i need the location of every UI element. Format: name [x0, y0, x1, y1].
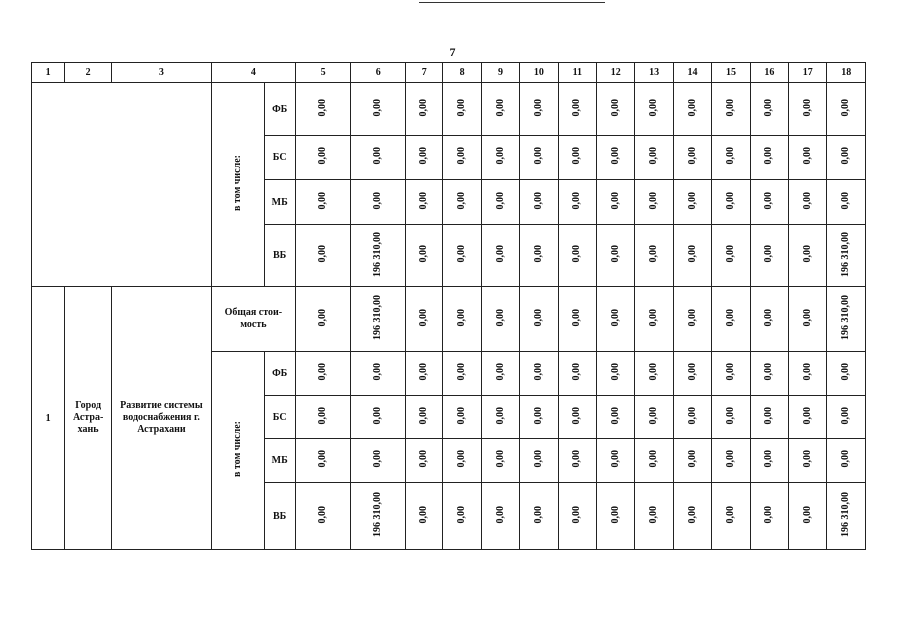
header-cell: 3: [111, 63, 211, 83]
funding-type: ВБ: [264, 483, 295, 550]
header-cell: 15: [712, 63, 750, 83]
value-cell: [789, 225, 827, 287]
header-cell: 16: [750, 63, 788, 83]
value-text: 0,00: [418, 363, 430, 381]
value-text: 0,00: [494, 406, 506, 425]
value-cell: [481, 180, 519, 225]
value-text: 0,00: [532, 450, 544, 468]
value-cell: [520, 439, 558, 483]
value-text: 0,00: [648, 308, 660, 327]
value-text: 0,00: [648, 450, 660, 468]
value-text: 0,00: [801, 450, 813, 468]
value-cell: [789, 287, 827, 352]
value-cell: [750, 483, 788, 550]
value-cell: [597, 483, 635, 550]
value-text: 0,00: [648, 406, 660, 425]
value-cell: [406, 352, 443, 396]
value-text: 0,00: [418, 191, 430, 210]
value-text: 0,00: [763, 147, 775, 165]
value-text: 0,00: [801, 505, 813, 524]
value-text: 0,00: [532, 406, 544, 425]
value-cell: [673, 483, 711, 550]
value-text: 0,00: [763, 98, 775, 117]
value-text: 196 310,00: [840, 492, 852, 537]
value-text: 0,00: [456, 191, 468, 210]
value-text: 0,00: [801, 363, 813, 381]
header-cell: 11: [558, 63, 596, 83]
value-cell: [295, 287, 351, 352]
value-cell: [481, 136, 519, 180]
value-text: 0,00: [609, 98, 621, 117]
value-text: 0,00: [801, 406, 813, 425]
page-number: 7: [449, 45, 456, 59]
value-text: 0,00: [456, 450, 468, 468]
value-text: 0,00: [372, 450, 384, 468]
row-number: 1: [32, 287, 65, 550]
value-cell: [750, 180, 788, 225]
value-text: 0,00: [571, 191, 583, 210]
value-text: 0,00: [724, 147, 736, 165]
value-text: 0,00: [494, 98, 506, 117]
value-text: 0,00: [418, 147, 430, 165]
value-text: 0,00: [724, 450, 736, 468]
value-text: 0,00: [532, 308, 544, 327]
value-cell: [520, 180, 558, 225]
value-text: 0,00: [571, 98, 583, 117]
value-cell: [712, 352, 750, 396]
value-text: 0,00: [532, 245, 544, 263]
value-cell: [351, 180, 406, 225]
value-cell: [750, 287, 788, 352]
value-cell: [351, 352, 406, 396]
value-text: 0,00: [840, 406, 852, 425]
city-cell: Город Астра-хань: [65, 287, 112, 550]
in-total-cell: [211, 352, 264, 550]
value-text: 0,00: [571, 363, 583, 381]
value-text: 0,00: [648, 505, 660, 524]
value-text: 0,00: [686, 450, 698, 468]
value-text: 0,00: [609, 147, 621, 165]
value-cell: [789, 83, 827, 136]
value-text: 0,00: [801, 98, 813, 117]
value-cell: [789, 439, 827, 483]
header-cell: 18: [827, 63, 866, 83]
header-cell: 12: [597, 63, 635, 83]
funding-type: ВБ: [264, 225, 295, 287]
header-cell: 7: [406, 63, 443, 83]
value-text: 0,00: [724, 505, 736, 524]
value-cell: [712, 83, 750, 136]
value-cell: [673, 287, 711, 352]
value-cell: [750, 396, 788, 439]
value-cell: [789, 352, 827, 396]
value-text: 0,00: [456, 245, 468, 263]
value-cell: [443, 136, 481, 180]
value-text: 0,00: [840, 450, 852, 468]
value-cell: [635, 287, 673, 352]
value-text: 0,00: [317, 98, 329, 117]
header-cell: 13: [635, 63, 673, 83]
value-cell: [558, 225, 596, 287]
value-text: 0,00: [686, 308, 698, 327]
value-cell: [520, 352, 558, 396]
value-cell: [295, 225, 351, 287]
value-text: 0,00: [456, 98, 468, 117]
value-text: 0,00: [609, 191, 621, 210]
value-text: 0,00: [317, 505, 329, 524]
value-text: 0,00: [609, 308, 621, 327]
value-cell: [520, 136, 558, 180]
value-cell: [635, 396, 673, 439]
value-cell: [712, 136, 750, 180]
top-rule: [419, 2, 605, 3]
value-text: 0,00: [609, 505, 621, 524]
header-cell: 10: [520, 63, 558, 83]
value-text: 0,00: [532, 363, 544, 381]
value-text: 0,00: [763, 245, 775, 263]
value-cell: [673, 352, 711, 396]
value-cell: [635, 225, 673, 287]
value-cell: [351, 483, 406, 550]
value-text: 0,00: [372, 363, 384, 381]
value-text: 0,00: [763, 406, 775, 425]
value-text: 0,00: [418, 98, 430, 117]
table-row-total: [32, 287, 866, 352]
value-cell: [443, 352, 481, 396]
header-cell: 9: [481, 63, 519, 83]
value-text: 0,00: [648, 191, 660, 210]
value-text: 0,00: [648, 363, 660, 381]
value-text: 0,00: [609, 450, 621, 468]
value-text: 0,00: [724, 406, 736, 425]
value-text: 0,00: [724, 245, 736, 263]
value-cell: [520, 287, 558, 352]
value-text: 0,00: [532, 147, 544, 165]
value-text: 0,00: [317, 147, 329, 165]
value-cell: [481, 483, 519, 550]
value-cell: [406, 180, 443, 225]
in-total-label: в том числе:: [232, 420, 244, 478]
value-cell: [558, 136, 596, 180]
value-text: 0,00: [456, 363, 468, 381]
value-text: 0,00: [317, 363, 329, 381]
value-cell: [351, 396, 406, 439]
value-text: 0,00: [317, 191, 329, 210]
funding-type: МБ: [264, 439, 295, 483]
value-cell: [597, 136, 635, 180]
value-text: 0,00: [494, 363, 506, 381]
value-cell: [406, 83, 443, 136]
value-text: 0,00: [763, 308, 775, 327]
value-cell: [597, 180, 635, 225]
table-row: [32, 83, 866, 136]
value-cell: [635, 352, 673, 396]
value-cell: [443, 439, 481, 483]
value-cell: [295, 136, 351, 180]
value-text: 0,00: [686, 406, 698, 425]
value-cell: [558, 287, 596, 352]
value-cell: [597, 439, 635, 483]
value-text: 196 310,00: [372, 492, 384, 537]
value-cell: [750, 83, 788, 136]
value-text: 0,00: [686, 505, 698, 524]
value-text: 196 310,00: [840, 295, 852, 340]
value-text: 0,00: [686, 245, 698, 263]
value-text: 0,00: [372, 98, 384, 117]
funding-type: ФБ: [264, 352, 295, 396]
value-cell: [406, 136, 443, 180]
value-text: 0,00: [317, 308, 329, 327]
value-cell: [443, 180, 481, 225]
value-text: 0,00: [456, 505, 468, 524]
value-text: 0,00: [686, 363, 698, 381]
value-cell: [558, 352, 596, 396]
value-text: 0,00: [609, 245, 621, 263]
value-cell: [443, 287, 481, 352]
value-cell: [520, 483, 558, 550]
value-cell: [750, 225, 788, 287]
value-cell: [406, 225, 443, 287]
value-cell: [750, 439, 788, 483]
value-text: 0,00: [418, 245, 430, 263]
value-text: 196 310,00: [372, 295, 384, 340]
value-cell: [789, 396, 827, 439]
value-text: 0,00: [372, 147, 384, 165]
value-cell: [827, 136, 866, 180]
value-text: 0,00: [801, 147, 813, 165]
value-cell: [673, 180, 711, 225]
value-text: 0,00: [686, 147, 698, 165]
in-total-cell: [211, 83, 264, 287]
value-cell: [712, 287, 750, 352]
value-text: 0,00: [801, 245, 813, 263]
value-cell: [635, 180, 673, 225]
funding-type: МБ: [264, 180, 295, 225]
value-cell: [481, 83, 519, 136]
value-text: 0,00: [648, 147, 660, 165]
value-text: 0,00: [317, 450, 329, 468]
value-cell: [295, 396, 351, 439]
value-cell: [673, 83, 711, 136]
value-cell: [750, 136, 788, 180]
value-cell: [712, 396, 750, 439]
value-text: 0,00: [763, 363, 775, 381]
value-text: 0,00: [609, 406, 621, 425]
value-cell: [481, 396, 519, 439]
value-text: 0,00: [494, 308, 506, 327]
value-cell: [597, 287, 635, 352]
value-cell: [597, 225, 635, 287]
value-text: 0,00: [532, 98, 544, 117]
project-block: [32, 287, 866, 550]
value-text: 0,00: [571, 147, 583, 165]
header-cell: 4: [211, 63, 295, 83]
value-text: 0,00: [648, 245, 660, 263]
value-cell: [406, 483, 443, 550]
value-text: 0,00: [494, 505, 506, 524]
project-name: Развитие системы водоснабжения г. Астрахани: [111, 287, 211, 550]
value-text: 0,00: [840, 98, 852, 117]
value-cell: [443, 225, 481, 287]
value-cell: [750, 352, 788, 396]
value-cell: [558, 83, 596, 136]
value-text: 0,00: [763, 191, 775, 210]
empty-merged-cell: [32, 83, 212, 287]
value-cell: [827, 83, 866, 136]
value-cell: [635, 439, 673, 483]
value-cell: [481, 352, 519, 396]
value-text: 0,00: [763, 505, 775, 524]
value-cell: [712, 439, 750, 483]
value-cell: [635, 136, 673, 180]
value-cell: [597, 352, 635, 396]
value-cell: [558, 439, 596, 483]
value-text: 0,00: [372, 406, 384, 425]
value-cell: [827, 439, 866, 483]
value-text: 0,00: [317, 245, 329, 263]
value-cell: [558, 180, 596, 225]
header-cell: 6: [351, 63, 406, 83]
header-cell: 1: [32, 63, 65, 83]
value-cell: [673, 136, 711, 180]
value-cell: [558, 483, 596, 550]
value-cell: [789, 483, 827, 550]
value-text: 0,00: [571, 245, 583, 263]
value-text: 0,00: [648, 98, 660, 117]
value-cell: [827, 483, 866, 550]
value-cell: [351, 287, 406, 352]
total-cost-label: Общая стои-мость: [211, 287, 295, 352]
value-cell: [351, 83, 406, 136]
value-cell: [443, 83, 481, 136]
value-cell: [406, 287, 443, 352]
header-cell: 2: [65, 63, 112, 83]
header-cell: 14: [673, 63, 711, 83]
value-text: 0,00: [494, 191, 506, 210]
value-text: 0,00: [571, 308, 583, 327]
value-text: 0,00: [456, 308, 468, 327]
value-text: 0,00: [494, 245, 506, 263]
value-cell: [481, 225, 519, 287]
header-cell: 17: [789, 63, 827, 83]
header-row: [32, 63, 866, 83]
value-text: 0,00: [840, 363, 852, 381]
value-cell: [673, 439, 711, 483]
value-cell: [673, 225, 711, 287]
value-cell: [712, 483, 750, 550]
value-cell: [827, 180, 866, 225]
value-cell: [443, 483, 481, 550]
value-text: 0,00: [686, 191, 698, 210]
value-text: 0,00: [801, 191, 813, 210]
value-cell: [295, 352, 351, 396]
funding-type: ФБ: [264, 83, 295, 136]
value-text: 0,00: [571, 406, 583, 425]
value-text: 0,00: [609, 363, 621, 381]
value-cell: [673, 396, 711, 439]
value-text: 0,00: [456, 406, 468, 425]
value-text: 0,00: [418, 406, 430, 425]
value-text: 0,00: [724, 98, 736, 117]
value-cell: [295, 439, 351, 483]
value-cell: [295, 83, 351, 136]
value-text: 0,00: [724, 308, 736, 327]
value-cell: [520, 83, 558, 136]
value-text: 0,00: [763, 450, 775, 468]
value-cell: [520, 396, 558, 439]
value-text: 0,00: [418, 308, 430, 327]
value-cell: [827, 352, 866, 396]
value-text: 0,00: [686, 98, 698, 117]
value-cell: [789, 180, 827, 225]
value-cell: [789, 136, 827, 180]
value-cell: [520, 225, 558, 287]
value-cell: [406, 439, 443, 483]
value-text: 0,00: [571, 505, 583, 524]
value-text: 0,00: [372, 191, 384, 210]
value-cell: [295, 180, 351, 225]
header-cell: 8: [443, 63, 481, 83]
value-cell: [443, 396, 481, 439]
value-cell: [558, 396, 596, 439]
value-text: 196 310,00: [372, 231, 384, 277]
top-block: [32, 83, 866, 287]
value-text: 0,00: [532, 505, 544, 524]
value-text: 0,00: [532, 191, 544, 210]
value-cell: [481, 287, 519, 352]
value-cell: [295, 483, 351, 550]
value-cell: [597, 396, 635, 439]
value-text: 0,00: [801, 308, 813, 327]
funding-type: БС: [264, 396, 295, 439]
value-cell: [827, 287, 866, 352]
value-text: 196 310,00: [840, 231, 852, 277]
funding-type: БС: [264, 136, 295, 180]
value-cell: [635, 483, 673, 550]
value-cell: [827, 225, 866, 287]
budget-table: [31, 62, 866, 550]
value-text: 0,00: [456, 147, 468, 165]
value-cell: [827, 396, 866, 439]
value-text: 0,00: [418, 505, 430, 524]
header-cell: 5: [295, 63, 351, 83]
value-cell: [351, 225, 406, 287]
value-cell: [597, 83, 635, 136]
value-text: 0,00: [418, 450, 430, 468]
value-text: 0,00: [317, 406, 329, 425]
value-cell: [712, 180, 750, 225]
value-text: 0,00: [571, 450, 583, 468]
in-total-label: в том числе:: [232, 154, 244, 212]
value-cell: [635, 83, 673, 136]
value-text: 0,00: [840, 191, 852, 210]
value-text: 0,00: [494, 147, 506, 165]
value-text: 0,00: [724, 363, 736, 381]
value-cell: [712, 225, 750, 287]
value-text: 0,00: [724, 191, 736, 210]
value-cell: [406, 396, 443, 439]
value-text: 0,00: [494, 450, 506, 468]
value-cell: [481, 439, 519, 483]
value-cell: [351, 439, 406, 483]
value-text: 0,00: [840, 147, 852, 165]
value-cell: [351, 136, 406, 180]
